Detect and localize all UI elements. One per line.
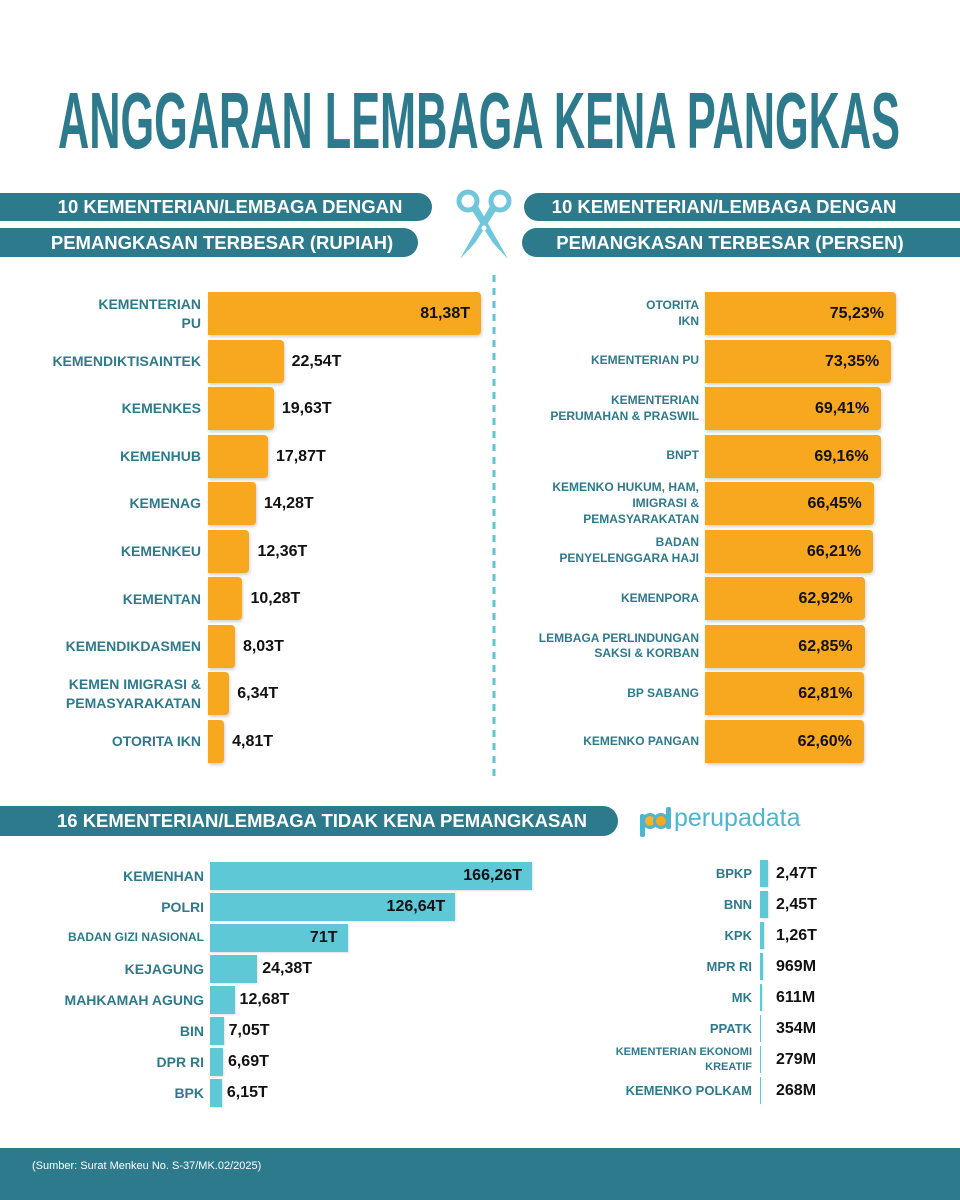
category-label: KEMENKO HUKUM, HAM, IMIGRASI & PEMASYARAKATAN bbox=[552, 479, 699, 526]
value-label: 12,36T bbox=[257, 542, 308, 560]
bar bbox=[210, 955, 257, 983]
value-label: 22,54T bbox=[291, 352, 342, 370]
value-label: 66,45% bbox=[807, 495, 862, 513]
value-label: 24,38T bbox=[262, 960, 313, 977]
category-label: MAHKAMAH AGUNG bbox=[64, 991, 204, 1008]
value-label: 66,21% bbox=[806, 542, 862, 560]
value-label: 62,81% bbox=[798, 685, 853, 703]
bar bbox=[760, 860, 768, 887]
value-label: 19,63T bbox=[281, 400, 332, 418]
category-label: KEMENTERIAN EKONOMI KREATIF bbox=[615, 1045, 752, 1073]
category-label: BNPT bbox=[666, 448, 699, 463]
category-label: KEMENTERIAN PERUMAHAN & PRASWIL bbox=[550, 392, 699, 423]
persen-chart-title-line-2: PEMANGKASAN TERBESAR (PERSEN) bbox=[522, 228, 960, 257]
bar bbox=[208, 482, 256, 525]
value-label: 1,26T bbox=[776, 927, 817, 944]
value-label: 6,34T bbox=[237, 685, 279, 703]
persen-chart-title-line-1: 10 KEMENTERIAN/LEMBAGA DENGAN bbox=[524, 193, 960, 221]
category-label: KEMENKES bbox=[121, 400, 201, 417]
value-label: 62,85% bbox=[798, 637, 853, 655]
category-label: KEMENTERIAN PU bbox=[590, 353, 699, 368]
value-label: 62,60% bbox=[797, 732, 852, 750]
category-label: KPK bbox=[724, 927, 752, 943]
value-label: 69,41% bbox=[814, 400, 870, 418]
value-label: 4,81T bbox=[232, 732, 274, 750]
value-label: 14,28T bbox=[263, 495, 314, 513]
value-label: 69,16% bbox=[814, 447, 869, 465]
value-label: 166,26T bbox=[463, 867, 522, 884]
category-label: MK bbox=[731, 989, 752, 1005]
value-label: 6,69T bbox=[227, 1053, 269, 1070]
category-label: BPK bbox=[174, 1084, 204, 1101]
category-label: BNN bbox=[723, 896, 752, 912]
category-label: PPATK bbox=[709, 1020, 752, 1036]
category-label: KEMENTERIAN PU bbox=[98, 296, 201, 331]
category-label: KEMENPORA bbox=[620, 590, 699, 605]
category-label: KEMENAG bbox=[129, 495, 201, 512]
category-label: BADAN PENYELENGGARA HAJI bbox=[559, 535, 699, 566]
value-label: 279M bbox=[776, 1051, 817, 1068]
value-label: 71T bbox=[309, 929, 338, 946]
category-label: BP SABANG bbox=[627, 685, 699, 700]
category-label: KEMENHUB bbox=[120, 447, 201, 464]
no-cut-section-title: 16 KEMENTERIAN/LEMBAGA TIDAK KENA PEMANGKASAN bbox=[0, 806, 618, 836]
bar bbox=[210, 1048, 223, 1076]
value-label: 6,15T bbox=[226, 1084, 268, 1101]
bar bbox=[208, 625, 235, 668]
bar bbox=[760, 953, 763, 980]
perupadata-logo-icon bbox=[638, 806, 674, 838]
category-label: MPR RI bbox=[706, 958, 752, 974]
category-label: KEMENKO POLKAM bbox=[625, 1082, 752, 1098]
bar bbox=[208, 530, 249, 573]
value-label: 62,92% bbox=[798, 590, 853, 608]
category-label: KEMEN IMIGRASI & PEMASYARAKATAN bbox=[65, 676, 201, 711]
perupadata-logo-text: perupadata bbox=[674, 804, 801, 832]
bar bbox=[760, 984, 762, 1011]
value-label: 2,45T bbox=[776, 896, 817, 913]
bar bbox=[210, 1079, 222, 1107]
value-label: 2,47T bbox=[776, 865, 817, 882]
bar bbox=[208, 577, 242, 620]
value-label: 17,87T bbox=[275, 447, 326, 465]
category-label: KEJAGUNG bbox=[124, 960, 204, 977]
bar bbox=[760, 1015, 761, 1042]
value-label: 73,35% bbox=[824, 352, 880, 370]
bar bbox=[208, 720, 224, 763]
value-label: 969M bbox=[776, 958, 817, 975]
bar bbox=[210, 986, 235, 1014]
bar bbox=[760, 891, 768, 918]
scissors-icon bbox=[452, 186, 516, 262]
category-label: BIN bbox=[179, 1022, 204, 1039]
category-label: POLRI bbox=[161, 898, 204, 915]
bar bbox=[760, 1077, 761, 1104]
title-block bbox=[0, 80, 960, 160]
value-label: 354M bbox=[776, 1020, 817, 1037]
category-label: KEMENTAN bbox=[122, 590, 201, 607]
bar bbox=[208, 340, 284, 383]
category-label: OTORITA IKN bbox=[646, 297, 699, 328]
category-label: KEMENDIKTISAINTEK bbox=[52, 352, 201, 369]
page-title: ANGGARAN LEMBAGA KENA PANGKAS bbox=[58, 80, 900, 160]
category-label: DPR RI bbox=[156, 1053, 204, 1070]
bar bbox=[760, 1046, 761, 1073]
value-label: 75,23% bbox=[829, 305, 884, 322]
bar bbox=[208, 435, 268, 478]
category-label: OTORITA IKN bbox=[111, 733, 201, 750]
category-label: KEMENKO PANGAN bbox=[583, 733, 699, 748]
source-note: (Sumber: Surat Menkeu No. S-37/MK.02/2025) bbox=[32, 1160, 262, 1172]
value-label: 611M bbox=[776, 989, 816, 1006]
footer-band bbox=[0, 1148, 960, 1200]
bar bbox=[210, 1017, 224, 1045]
value-label: 126,64T bbox=[386, 898, 446, 915]
rupiah-chart-title-line-1: 10 KEMENTERIAN/LEMBAGA DENGAN bbox=[0, 193, 432, 221]
value-label: 10,28T bbox=[250, 590, 301, 608]
category-label: KEMENDIKDASMEN bbox=[65, 638, 201, 655]
value-label: 12,68T bbox=[239, 991, 290, 1008]
bar bbox=[208, 672, 229, 715]
category-label: KEMENKEU bbox=[120, 543, 201, 560]
category-label: KEMENHAN bbox=[123, 867, 204, 884]
value-label: 81,38T bbox=[420, 305, 470, 322]
value-label: 8,03T bbox=[242, 637, 284, 655]
category-label: BPKP bbox=[715, 865, 752, 881]
value-label: 7,05T bbox=[228, 1022, 270, 1039]
rupiah-chart-title-line-2: PEMANGKASAN TERBESAR (RUPIAH) bbox=[0, 228, 418, 257]
value-label: 268M bbox=[776, 1082, 817, 1099]
bar bbox=[760, 922, 764, 949]
category-label: LEMBAGA PERLINDUNGAN SAKSI & KORBAN bbox=[538, 630, 699, 661]
category-label: BADAN GIZI NASIONAL bbox=[68, 930, 204, 945]
bar bbox=[208, 387, 274, 430]
